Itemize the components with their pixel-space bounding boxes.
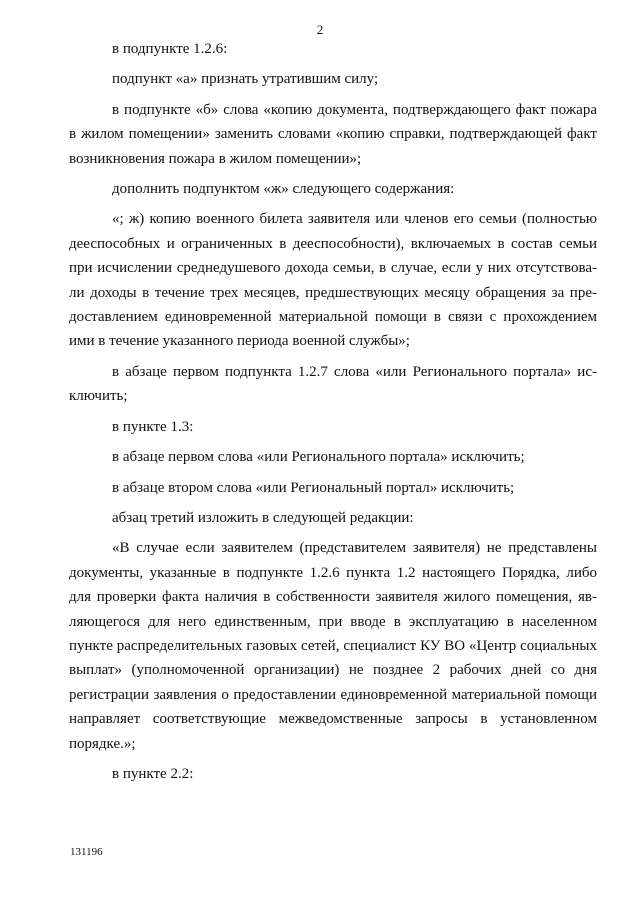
document-code: 131196 (70, 846, 103, 858)
paragraph-subclause-b-replace: в подпункте «б» слова «копию документа, подтверждающего факт пожара в жилом помещении» заменить словами «копию справки, подтверждающей факт возникновения пожара в жилом помещении»; (69, 101, 597, 167)
paragraph-subclause-zh-text: «; ж) копию военного билета заявителя или членов его семьи (полностью дееспособных и ограниченных в дееспособности), включаемых в состав семьи при исчислении среднедушевого дохода семьи, в случае, если у них отсутствовали доходы в течение трех месяцев, предшествующих месяцу обращения за предоставлением единовременной материальной помощи в связи с прохождением ими в течение указанного периода военной службы»; (69, 211, 597, 350)
paragraph-third-abzac: абзац третий изложить в следующей редакции: (112, 509, 414, 526)
paragraph-subclause-127: в абзаце первом подпункта 1.2.7 слова «или Регионального портала» исключить; (69, 363, 597, 405)
paragraph-clause-22: в пункте 2.2: (112, 765, 194, 782)
document-body (69, 37, 597, 786)
paragraph-clause-13: в пункте 1.3: (112, 418, 194, 435)
paragraph-subclause-126: в подпункте 1.2.6: (112, 41, 228, 57)
page-number: 2 (316, 22, 324, 37)
paragraph-add-subclause-zh: дополнить подпунктом «ж» следующего содержания: (112, 181, 455, 198)
paragraph-first-abzac: в абзаце первом слова «или Регионального портала» исключить; (112, 449, 525, 466)
paragraph-subclause-a-void: подпункт «а» признать утратившим силу; (112, 71, 379, 88)
paragraph-new-wording: «В случае если заявителем (представителем заявителя) не представлены документы, указанные в подпункте 1.2.6 пункта 1.2 настоящего Порядка, либо для проверки факта наличия в собственности заявителя жилого помещения, являющегося для него единственным, при вводе в эксплуатацию в населенном пункте распределительных газовых сетей, специалист КУ ВО «Центр социальных выплат» (уполномоченной организации) не позднее 2 рабочих дней со дня регистрации заявления о предоставлении единовременной материальной помощи направляет соответствующие межведомственные запросы в установленном порядке.»; (69, 540, 597, 752)
paragraph-second-abzac: в абзаце втором слова «или Региональный портал» исключить; (112, 479, 515, 496)
